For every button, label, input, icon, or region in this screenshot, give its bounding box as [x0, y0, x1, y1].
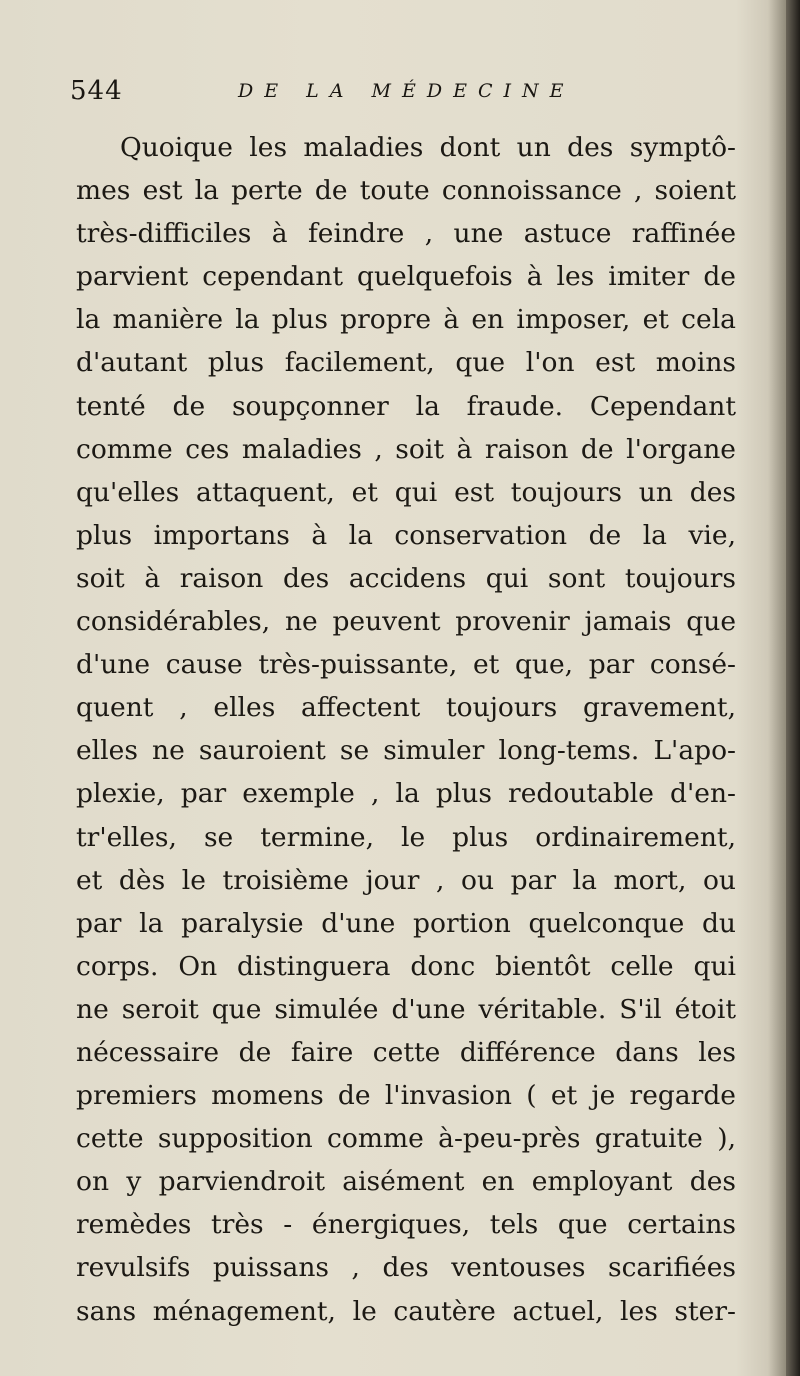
text-line: très-difficiles à feindre , une astuce raffinée: [76, 218, 736, 250]
book-spine-edge: [786, 0, 800, 1376]
text-line: considérables, ne peuvent provenir jamais que: [76, 606, 736, 638]
text-line: tr'elles, se termine, le plus ordinairement,: [76, 821, 736, 853]
text-line: revulsifs puissans , des ventouses scarifiées: [76, 1252, 736, 1284]
text-line: sans ménagement, le cautère actuel, les ster-: [76, 1295, 736, 1327]
page-number: 544: [70, 76, 123, 106]
body-text: [76, 126, 736, 1333]
page-header: [70, 76, 710, 116]
text-line: et dès le troisième jour , ou par la mort, ou: [76, 864, 736, 896]
text-line: d'autant plus facilement, que l'on est moins: [76, 347, 736, 379]
text-line: mes est la perte de toute connoissance , soient: [76, 175, 736, 207]
text-line: on y parviendroit aisément en employant des: [76, 1166, 736, 1198]
text-line: quent , elles affectent toujours gravement,: [76, 692, 736, 724]
text-line: remèdes très - énergiques, tels que certains: [76, 1209, 736, 1241]
text-line: plexie, par exemple , la plus redoutable d'en-: [76, 778, 736, 810]
text-line: ne seroit que simulée d'une véritable. S'il étoit: [76, 993, 736, 1025]
text-line: plus importans à la conservation de la vie,: [76, 519, 736, 551]
text-line: la manière la plus propre à en imposer, et cela: [76, 304, 736, 336]
text-line: qu'elles attaquent, et qui est toujours un des: [76, 476, 736, 508]
text-line: elles ne sauroient se simuler long-tems. L'apo-: [76, 735, 736, 767]
text-line: d'une cause très-puissante, et que, par consé-: [76, 649, 736, 681]
text-line: Quoique les maladies dont un des symptô-: [120, 132, 736, 163]
text-line: parvient cependant quelquefois à les imiter de: [76, 261, 736, 293]
text-line: par la paralysie d'une portion quelconque du: [76, 907, 736, 939]
text-line: soit à raison des accidens qui sont toujours: [76, 562, 736, 594]
running-title: DE LA MÉDECINE: [238, 80, 575, 102]
text-line: comme ces maladies , soit à raison de l'organe: [76, 433, 736, 465]
text-line: tenté de soupçonner la fraude. Cependant: [76, 390, 736, 422]
text-line: cette supposition comme à-peu-près gratuite ),: [76, 1123, 736, 1155]
text-line: nécessaire de faire cette différence dans les: [76, 1036, 736, 1068]
text-line: premiers momens de l'invasion ( et je regarde: [76, 1080, 736, 1112]
text-line: corps. On distinguera donc bientôt celle qui: [76, 950, 736, 982]
